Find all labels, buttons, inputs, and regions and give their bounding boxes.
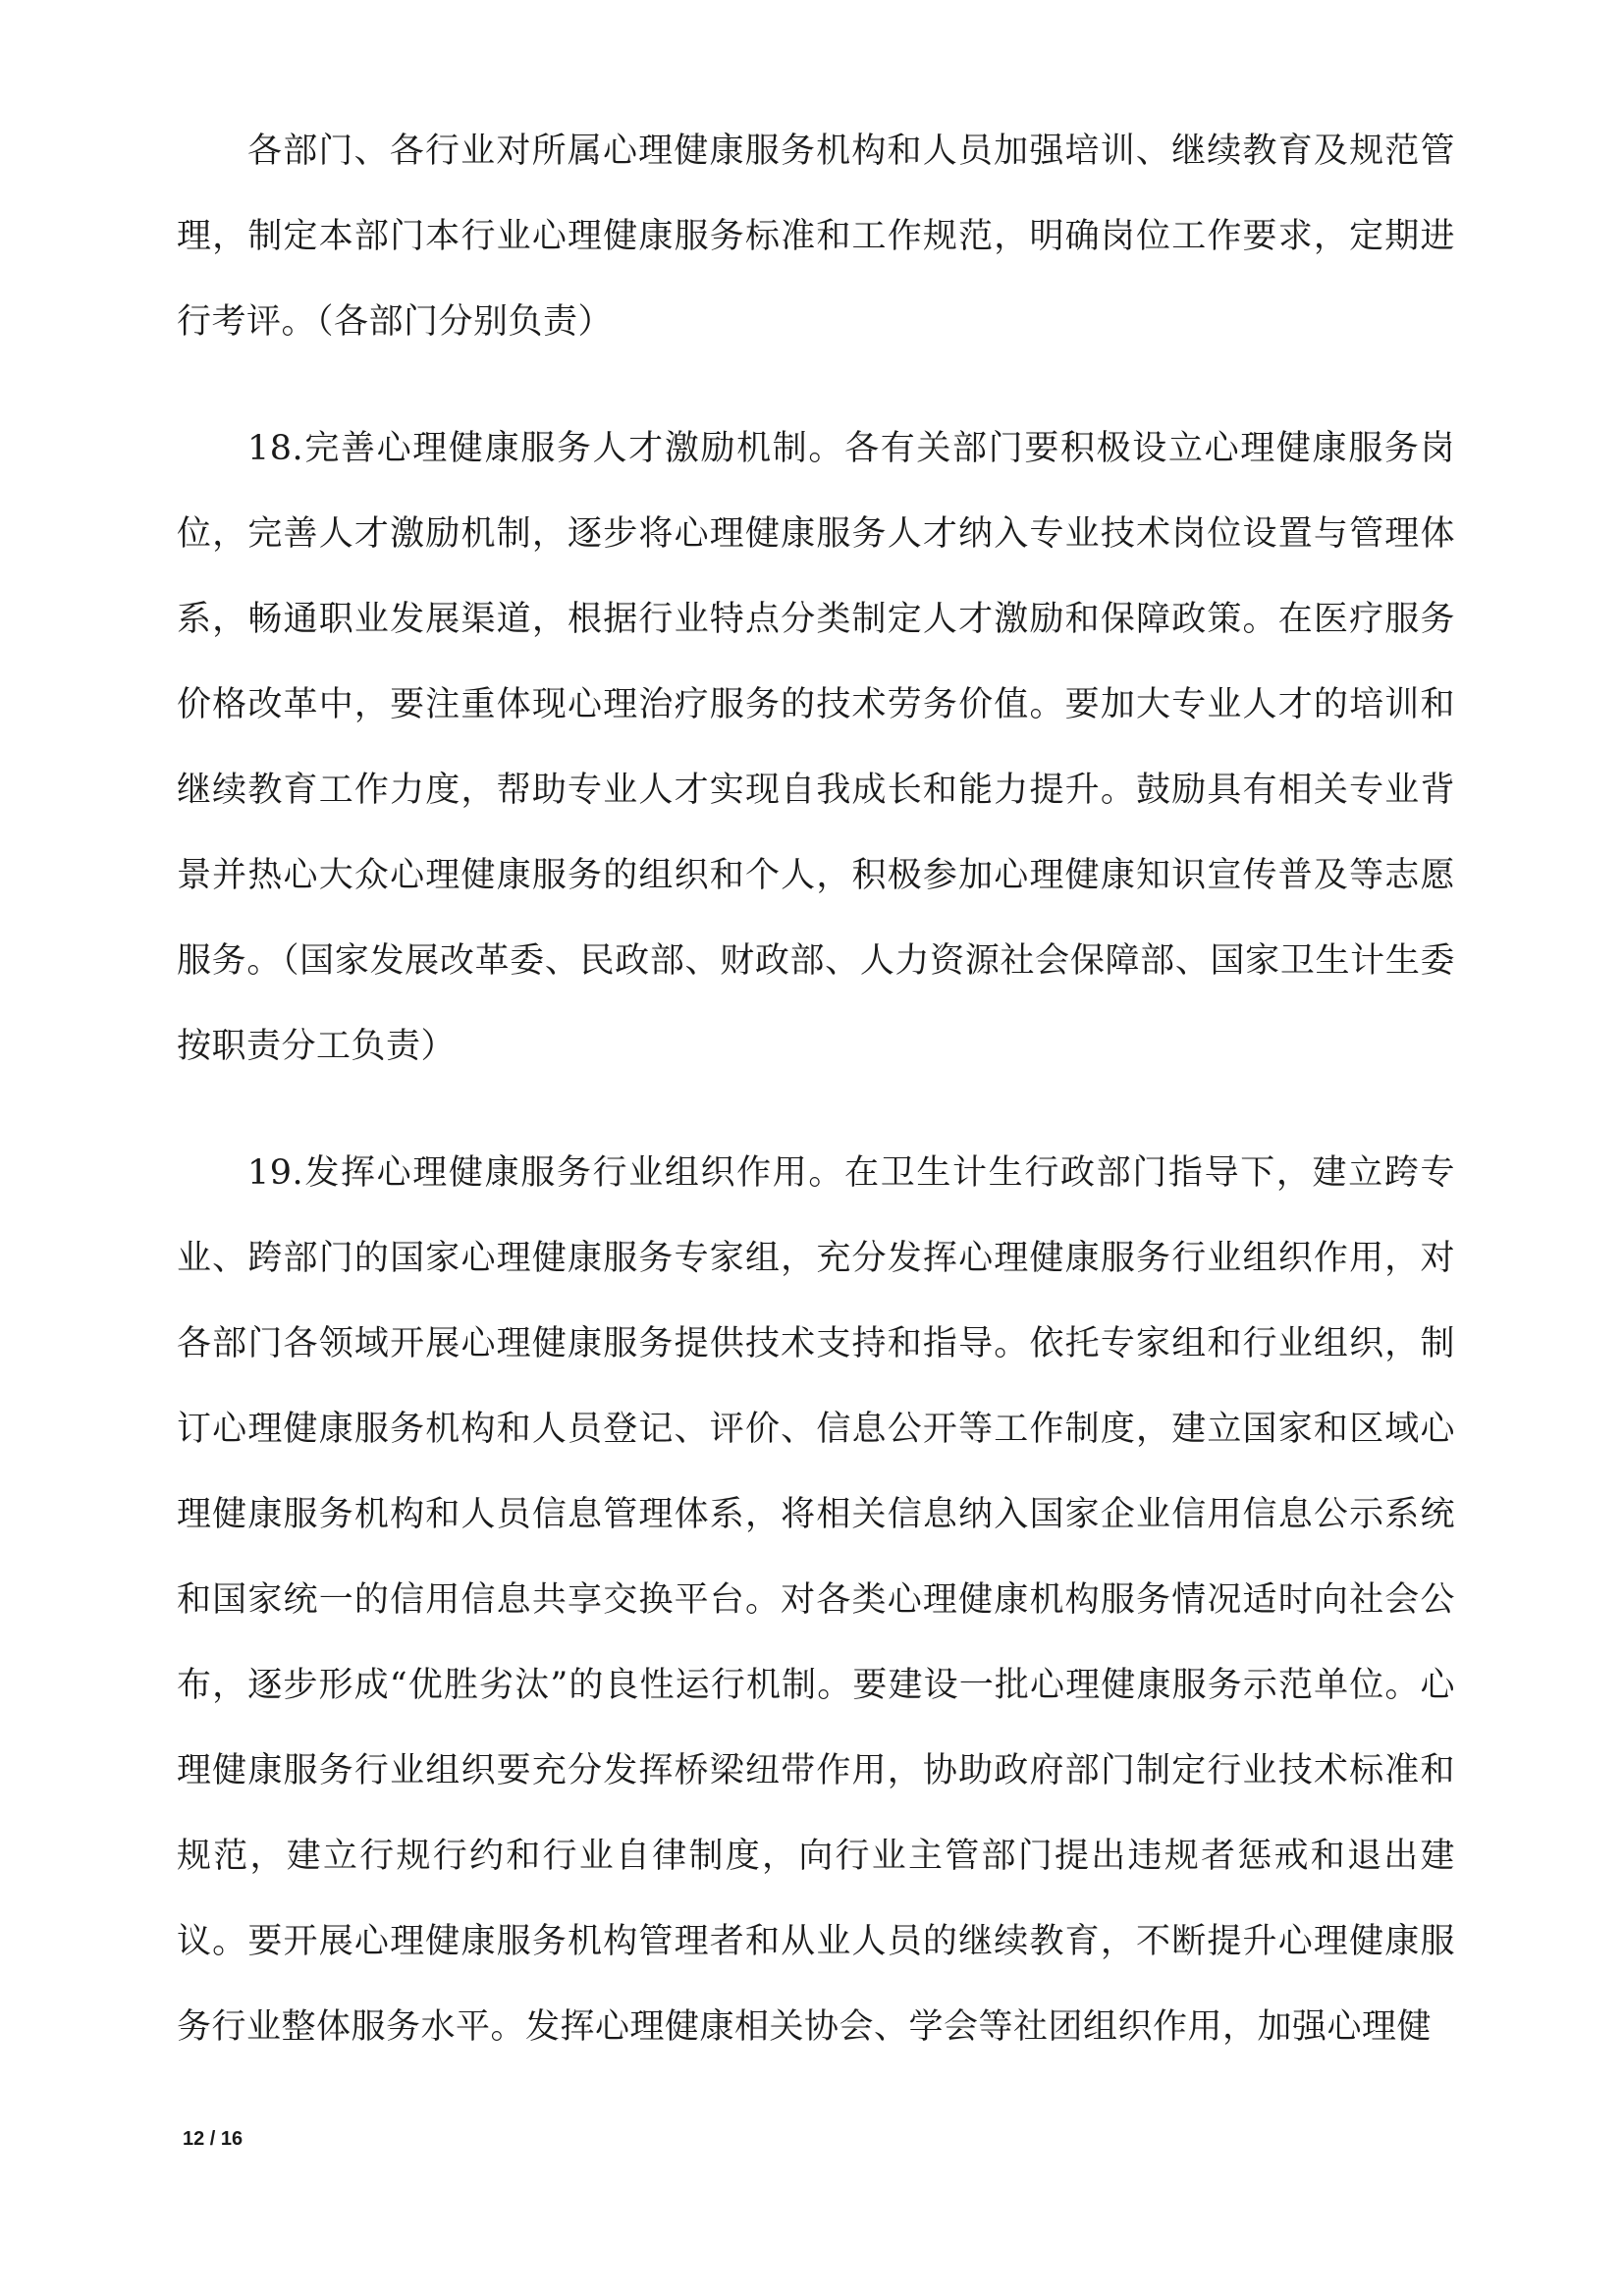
paragraph-training-management: 各部门、各行业对所属心理健康服务机构和人员加强培训、继续教育及规范管理，制定本部门本行业心理健康服务标准和工作规范，明确岗位工作要求，定期进行考评。（各部门分别负责） xyxy=(177,132,1455,342)
paragraph-item-18-talent-incentives: 18.完善心理健康服务人才激励机制。各有关部门要积极设立心理健康服务岗位，完善人才激励机制，逐步将心理健康服务人才纳入专业技术岗位设置与管理体系，畅通职业发展渠道，根据行业特点分类制定人才激励和保障政策。在医疗服务价格改革中，要注重体现心理治疗服务的技术劳务价值。要加大专业人才的培训和继续教育工作力度，帮助专业人才实现自我成长和能力提升。鼓励具有相关专业背景并热心大众心理健康服务的组织和个人，积极参加心理健康知识宣传普及等志愿服务。（国家发展改革委、民政部、财政部、人力资源社会保障部、国家卫生计生委按职责分工负责） xyxy=(177,429,1455,1066)
paragraph-item-19-industry-organizations: 19.发挥心理健康服务行业组织作用。在卫生计生行政部门指导下，建立跨专业、跨部门的国家心理健康服务专家组，充分发挥心理健康服务行业组织作用，对各部门各领域开展心理健康服务提供技术支持和指导。依托专家组和行业组织，制订心理健康服务机构和人员登记、评价、信息公开等工作制度，建立国家和区域心理健康服务机构和人员信息管理体系，将相关信息纳入国家企业信用信息公示系统和国家统一的信用信息共享交换平台。对各类心理健康机构服务情况适时向社会公布，逐步形成“优胜劣汰”的良性运行机制。要建设一批心理健康服务示范单位。心理健康服务行业组织要充分发挥桥梁纽带作用，协助政府部门制定行业技术标准和规范，建立行规行约和行业自律制度，向行业主管部门提出违规者惩戒和退出建议。要开展心理健康服务机构管理者和从业人员的继续教育，不断提升心理健康服务行业整体服务水平。发挥心理健康相关协会、学会等社团组织作用，加强心理健 xyxy=(177,1153,1455,2047)
page-number: 12 / 16 xyxy=(183,2128,244,2150)
